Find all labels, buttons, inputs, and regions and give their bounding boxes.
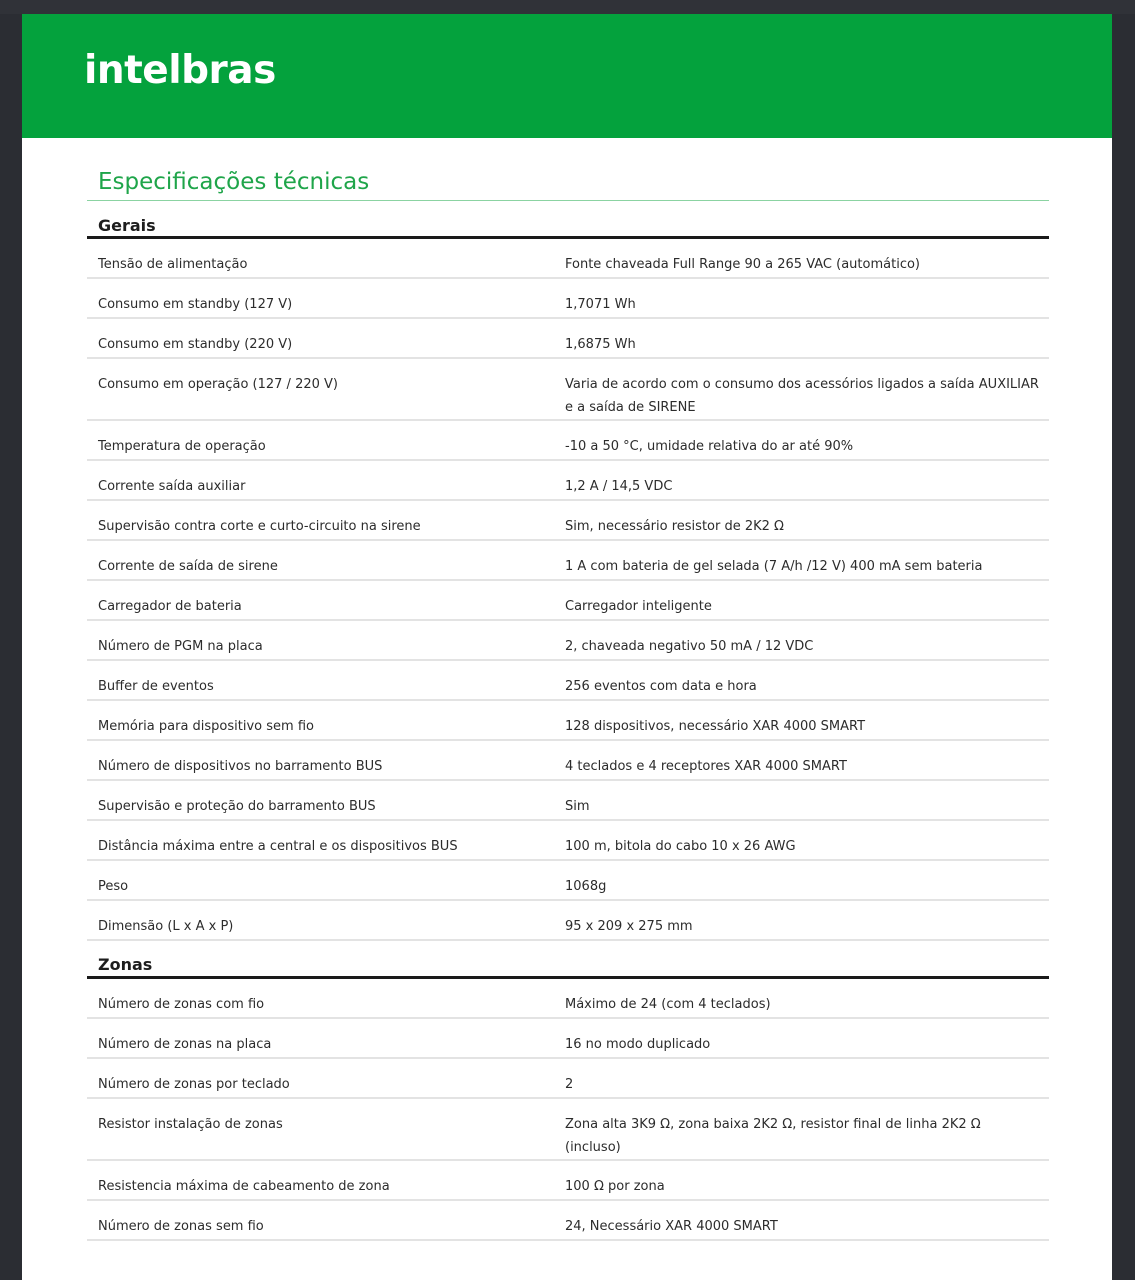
spec-value: 1 A com bateria de gel selada (7 A/h /12 V) 400 mA sem bateria	[554, 540, 1049, 580]
spec-value: 24, Necessário XAR 4000 SMART	[554, 1200, 1049, 1240]
spec-value: 2	[554, 1058, 1049, 1098]
spec-value: 1068g	[554, 860, 1049, 900]
spec-value: 95 x 209 x 275 mm	[554, 900, 1049, 940]
table-row	[87, 820, 1049, 860]
brand-header	[22, 14, 1112, 138]
spec-value: Máximo de 24 (com 4 teclados)	[554, 979, 1049, 1018]
table-row	[87, 700, 1049, 740]
group-heading-gerais: Gerais	[87, 201, 1049, 239]
table-row	[87, 358, 1049, 420]
spec-label: Dimensão (L x A x P)	[87, 900, 554, 940]
spec-value: Sim, necessário resistor de 2K2 Ω	[554, 500, 1049, 540]
spec-value: Sim	[554, 780, 1049, 820]
viewer-top-bar	[0, 0, 1135, 14]
spec-label: Número de zonas com fio	[87, 979, 554, 1018]
spec-label: Buffer de eventos	[87, 660, 554, 700]
table-row	[87, 900, 1049, 940]
spec-content	[87, 164, 1049, 1280]
spec-label: Número de dispositivos no barramento BUS	[87, 740, 554, 780]
table-row	[87, 318, 1049, 358]
spec-value: 128 dispositivos, necessário XAR 4000 SMART	[554, 700, 1049, 740]
table-row	[87, 500, 1049, 540]
spec-value: -10 a 50 °C, umidade relativa do ar até 90%	[554, 420, 1049, 460]
table-row	[87, 239, 1049, 278]
table-row	[87, 620, 1049, 660]
table-row	[87, 740, 1049, 780]
table-row	[87, 780, 1049, 820]
table-row	[87, 1058, 1049, 1098]
spec-value: Zona alta 3K9 Ω, zona baixa 2K2 Ω, resistor final de linha 2K2 Ω (incluso)	[554, 1098, 1049, 1160]
table-row	[87, 460, 1049, 500]
spec-label: Corrente saída auxiliar	[87, 460, 554, 500]
spec-label: Memória para dispositivo sem fio	[87, 700, 554, 740]
zonas-table	[87, 979, 1049, 1241]
section-title: Especificações técnicas	[87, 164, 1049, 201]
spec-label: Resistencia máxima de cabeamento de zona	[87, 1160, 554, 1200]
table-row	[87, 580, 1049, 620]
spec-value: 1,2 A / 14,5 VDC	[554, 460, 1049, 500]
spec-label: Temperatura de operação	[87, 420, 554, 460]
spec-label: Carregador de bateria	[87, 580, 554, 620]
spec-label: Corrente de saída de sirene	[87, 540, 554, 580]
spec-value: 256 eventos com data e hora	[554, 660, 1049, 700]
table-row	[87, 1098, 1049, 1160]
spec-value: 100 Ω por zona	[554, 1160, 1049, 1200]
table-row	[87, 278, 1049, 318]
spec-value: 100 m, bitola do cabo 10 x 26 AWG	[554, 820, 1049, 860]
spec-value: Carregador inteligente	[554, 580, 1049, 620]
spec-label: Consumo em standby (127 V)	[87, 278, 554, 318]
spec-label: Número de zonas na placa	[87, 1018, 554, 1058]
group-heading-zonas: Zonas	[87, 941, 1049, 979]
gerais-table	[87, 239, 1049, 941]
spec-label: Supervisão contra corte e curto-circuito na sirene	[87, 500, 554, 540]
table-row	[87, 540, 1049, 580]
spec-value: 1,6875 Wh	[554, 318, 1049, 358]
table-row	[87, 1160, 1049, 1200]
table-row	[87, 420, 1049, 460]
spec-label: Supervisão e proteção do barramento BUS	[87, 780, 554, 820]
spec-label: Consumo em operação (127 / 220 V)	[87, 358, 554, 420]
spec-label: Número de PGM na placa	[87, 620, 554, 660]
table-row	[87, 979, 1049, 1018]
table-row	[87, 660, 1049, 700]
table-row	[87, 860, 1049, 900]
table-row	[87, 1200, 1049, 1240]
document-page	[22, 14, 1112, 1280]
spec-value: 4 teclados e 4 receptores XAR 4000 SMART	[554, 740, 1049, 780]
table-end-divider	[87, 1241, 1049, 1280]
spec-label: Tensão de alimentação	[87, 239, 554, 278]
table-row	[87, 1018, 1049, 1058]
spec-value: Fonte chaveada Full Range 90 a 265 VAC (automático)	[554, 239, 1049, 278]
spec-label: Resistor instalação de zonas	[87, 1098, 554, 1160]
spec-value: 16 no modo duplicado	[554, 1018, 1049, 1058]
spec-value: 1,7071 Wh	[554, 278, 1049, 318]
intelbras-logo: intelbras	[84, 48, 276, 93]
spec-label: Peso	[87, 860, 554, 900]
spec-label: Número de zonas sem fio	[87, 1200, 554, 1240]
spec-label: Consumo em standby (220 V)	[87, 318, 554, 358]
spec-label: Número de zonas por teclado	[87, 1058, 554, 1098]
spec-value: 2, chaveada negativo 50 mA / 12 VDC	[554, 620, 1049, 660]
spec-label: Distância máxima entre a central e os dispositivos BUS	[87, 820, 554, 860]
spec-value: Varia de acordo com o consumo dos acessórios ligados a saída AUXILIAR e a saída de SIRENE	[554, 358, 1049, 420]
